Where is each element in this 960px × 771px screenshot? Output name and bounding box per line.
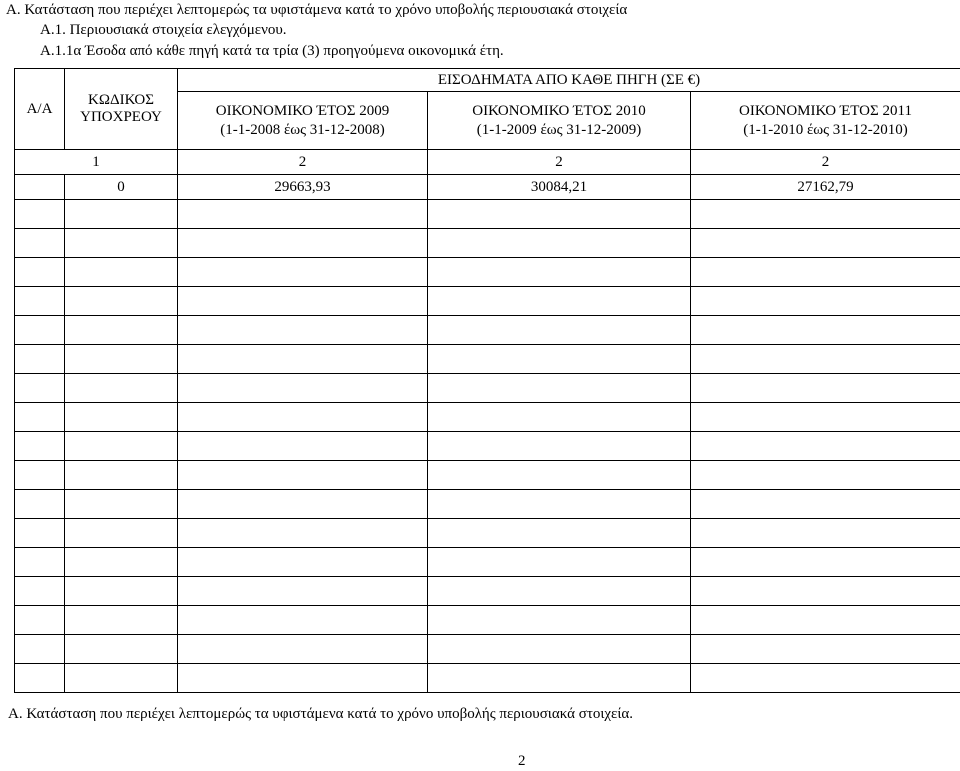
empty-cell [15, 287, 65, 316]
empty-cell [428, 200, 691, 229]
heading-line-3: Α.1.1α Έσοδα από κάθε πηγή κατά τα τρία (3) προηγούμενα οικονομικά έτη. [40, 43, 504, 59]
empty-cell [428, 229, 691, 258]
empty-cell [178, 664, 428, 693]
empty-cell [65, 287, 178, 316]
empty-cell [691, 461, 960, 490]
empty-cell [428, 461, 691, 490]
empty-cell [15, 548, 65, 577]
empty-cell [65, 345, 178, 374]
empty-cell [178, 374, 428, 403]
empty-cell [178, 316, 428, 345]
year-title: ΟΙΚΟΝΟΜΙΚΟ ΈΤΟΣ 2010 [472, 102, 646, 119]
empty-cell [691, 548, 960, 577]
empty-cell [691, 519, 960, 548]
income-table [14, 68, 960, 693]
empty-cell [65, 200, 178, 229]
empty-table-row [15, 374, 960, 403]
empty-table-row [15, 200, 960, 229]
empty-cell [428, 374, 691, 403]
empty-cell [65, 635, 178, 664]
empty-cell [65, 229, 178, 258]
column-number: 1 [15, 150, 178, 175]
empty-cell [15, 432, 65, 461]
empty-table-row [15, 287, 960, 316]
empty-cell [691, 490, 960, 519]
empty-cell [691, 635, 960, 664]
empty-cell [428, 519, 691, 548]
empty-cell [178, 519, 428, 548]
empty-table-row [15, 461, 960, 490]
col-header-code-line2: ΥΠΟΧΡΕΟΥ [80, 109, 162, 125]
empty-table-row [15, 258, 960, 287]
empty-cell [15, 229, 65, 258]
empty-cell [65, 490, 178, 519]
empty-cell [428, 606, 691, 635]
empty-table-row [15, 345, 960, 374]
col-header-code [65, 69, 178, 150]
empty-cell [65, 664, 178, 693]
empty-cell [65, 316, 178, 345]
empty-rows [15, 200, 960, 693]
empty-table-row [15, 664, 960, 693]
cell-income-2009: 29663,93 [178, 175, 428, 200]
empty-cell [65, 258, 178, 287]
year-period: (1-1-2010 έως 31-12-2010) [743, 121, 908, 138]
empty-cell [691, 577, 960, 606]
empty-cell [691, 229, 960, 258]
empty-cell [65, 403, 178, 432]
empty-cell [428, 287, 691, 316]
empty-cell [178, 490, 428, 519]
empty-cell [65, 374, 178, 403]
empty-cell [65, 432, 178, 461]
heading-line-1: Α. Κατάσταση που περιέχει λεπτομερώς τα υφιστάμενα κατά το χρόνο υποβολής περιουσιακά στοιχεία [6, 2, 628, 18]
cell-income-2011: 27162,79 [691, 175, 960, 200]
year-period: (1-1-2008 έως 31-12-2008) [220, 121, 385, 138]
empty-cell [691, 403, 960, 432]
empty-table-row [15, 229, 960, 258]
empty-cell [428, 403, 691, 432]
empty-cell [178, 403, 428, 432]
empty-cell [15, 461, 65, 490]
empty-cell [691, 664, 960, 693]
empty-cell [428, 490, 691, 519]
page-number: 2 [518, 753, 526, 769]
column-number: 2 [691, 150, 960, 175]
cell-aa [15, 175, 65, 200]
col-header-code-line1: ΚΩΔΙΚΟΣ [88, 92, 154, 108]
empty-table-row [15, 316, 960, 345]
year-period: (1-1-2009 έως 31-12-2009) [476, 121, 642, 138]
table-row [15, 175, 960, 200]
empty-cell [428, 316, 691, 345]
empty-cell [15, 635, 65, 664]
empty-cell [15, 316, 65, 345]
empty-cell [691, 200, 960, 229]
empty-cell [178, 577, 428, 606]
empty-cell [65, 461, 178, 490]
empty-cell [691, 316, 960, 345]
year-header-2011 [691, 92, 960, 150]
empty-cell [15, 258, 65, 287]
year-header-2009 [178, 92, 428, 150]
empty-cell [691, 287, 960, 316]
empty-cell [691, 345, 960, 374]
empty-cell [65, 519, 178, 548]
empty-table-row [15, 635, 960, 664]
empty-cell [65, 606, 178, 635]
empty-cell [15, 577, 65, 606]
empty-cell [691, 606, 960, 635]
empty-cell [178, 229, 428, 258]
empty-cell [15, 403, 65, 432]
empty-cell [15, 519, 65, 548]
empty-cell [428, 664, 691, 693]
empty-table-row [15, 403, 960, 432]
empty-table-row [15, 519, 960, 548]
empty-cell [428, 345, 691, 374]
col-header-aa: Α/Α [15, 69, 65, 150]
empty-cell [178, 200, 428, 229]
footer-text: Α. Κατάσταση που περιέχει λεπτομερώς τα υφιστάμενα κατά το χρόνο υποβολής περιουσιακά στοιχεία. [8, 706, 633, 722]
empty-cell [178, 345, 428, 374]
empty-cell [428, 577, 691, 606]
empty-cell [428, 635, 691, 664]
empty-table-row [15, 606, 960, 635]
empty-table-row [15, 432, 960, 461]
empty-cell [15, 200, 65, 229]
empty-cell [15, 345, 65, 374]
column-number: 2 [428, 150, 691, 175]
income-header: ΕΙΣΟΔΗΜΑΤΑ ΑΠΟ ΚΑΘΕ ΠΗΓΗ (ΣΕ €) [178, 69, 960, 92]
empty-cell [428, 258, 691, 287]
cell-income-2010: 30084,21 [428, 175, 691, 200]
empty-cell [691, 258, 960, 287]
column-number-row [15, 150, 960, 175]
empty-table-row [15, 548, 960, 577]
empty-cell [691, 374, 960, 403]
empty-cell [65, 577, 178, 606]
empty-cell [178, 258, 428, 287]
empty-cell [178, 287, 428, 316]
empty-cell [178, 432, 428, 461]
year-title: ΟΙΚΟΝΟΜΙΚΟ ΈΤΟΣ 2011 [739, 102, 912, 119]
empty-cell [428, 432, 691, 461]
cell-code: 0 [65, 175, 178, 200]
empty-cell [691, 432, 960, 461]
empty-cell [15, 606, 65, 635]
empty-cell [178, 606, 428, 635]
year-header-2010 [428, 92, 691, 150]
column-number: 2 [178, 150, 428, 175]
empty-cell [178, 461, 428, 490]
empty-cell [15, 664, 65, 693]
empty-cell [428, 548, 691, 577]
empty-cell [15, 374, 65, 403]
empty-cell [65, 548, 178, 577]
empty-table-row [15, 490, 960, 519]
empty-table-row [15, 577, 960, 606]
year-title: ΟΙΚΟΝΟΜΙΚΟ ΈΤΟΣ 2009 [215, 102, 390, 119]
empty-cell [15, 490, 65, 519]
heading-line-2: Α.1. Περιουσιακά στοιχεία ελεγχόμενου. [40, 22, 287, 38]
empty-cell [178, 548, 428, 577]
empty-cell [178, 635, 428, 664]
